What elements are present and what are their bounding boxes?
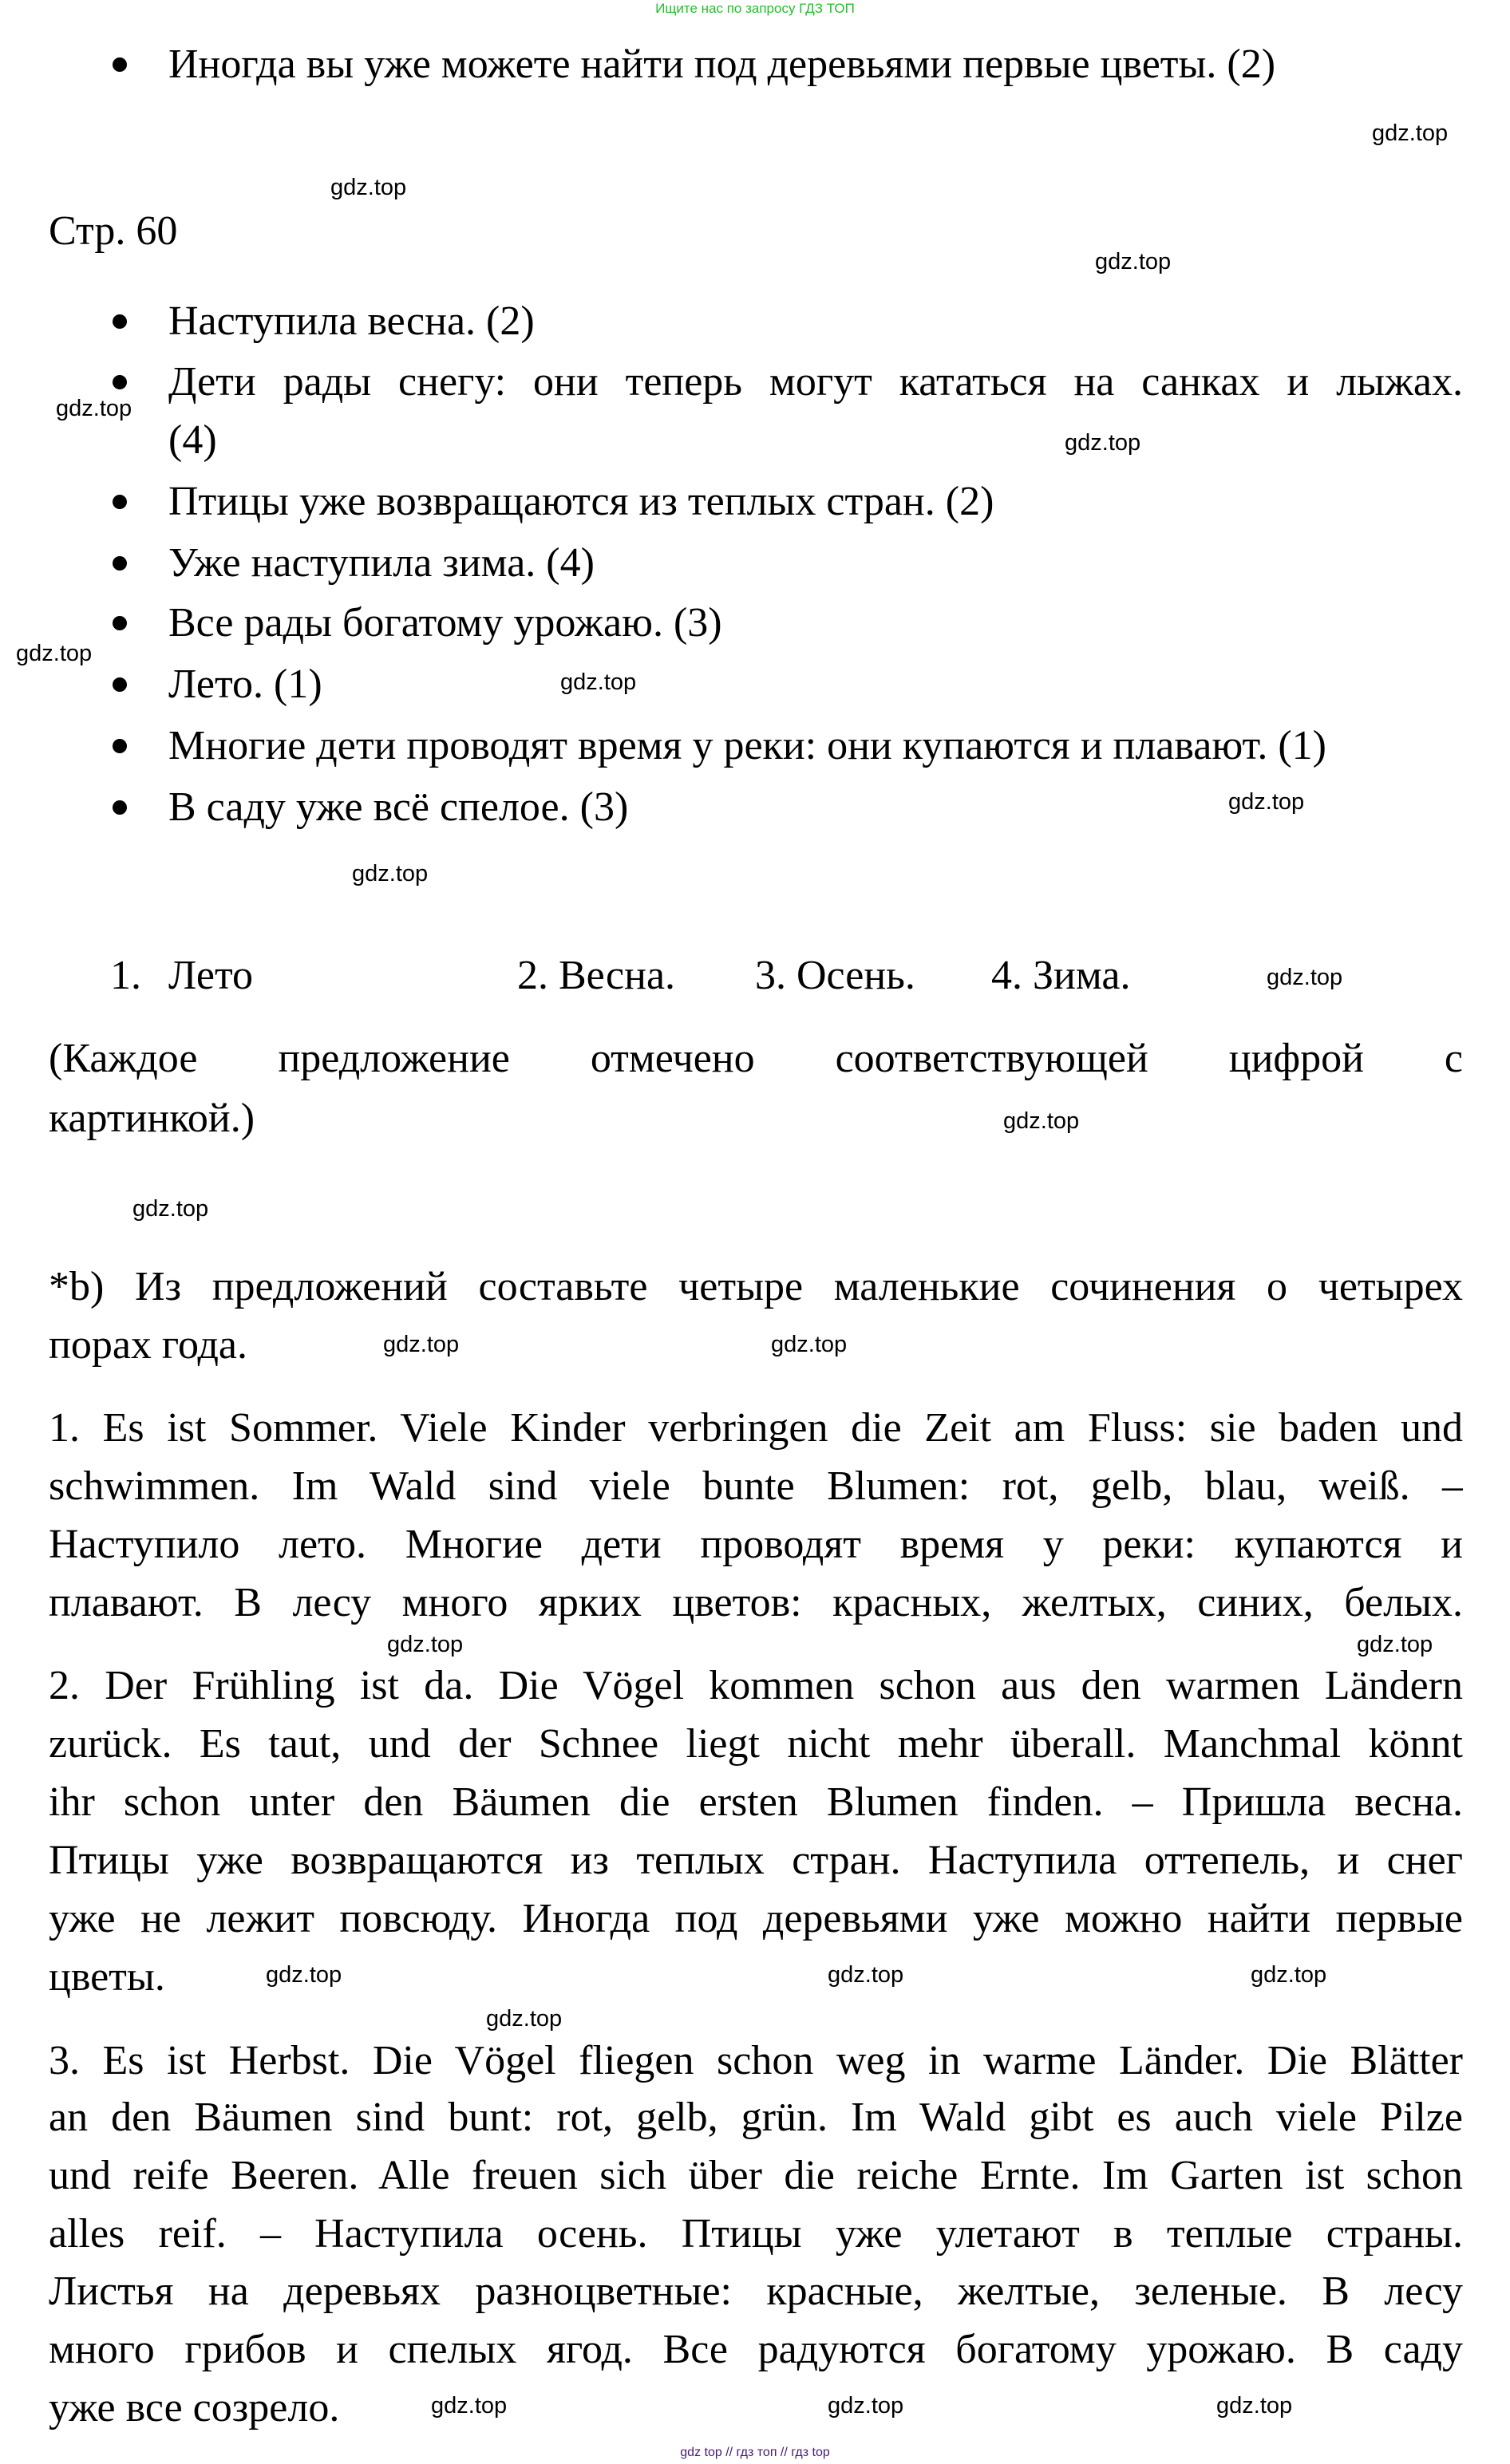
para3-line: 3. Es ist Herbst. Die Vögel fliegen schon weg in warme Länder. Die Blätter — [49, 2038, 1463, 2083]
para1-line: 1. Es ist Sommer. Viele Kinder verbringen die Zeit am Fluss: sie baden und — [49, 1405, 1463, 1451]
bullet-icon — [113, 375, 127, 389]
para2-line: 2. Der Frühling ist da. Die Vögel kommen schon aus den warmen Ländern — [49, 1663, 1463, 1708]
bullet-text: Все рады богатому урожаю. (3) — [168, 600, 722, 646]
para3-line: alles reif. – Наступила осень. Птицы уже улетают в теплые страны. — [49, 2211, 1463, 2257]
watermark: gdz.top — [431, 2393, 508, 2419]
watermark: gdz.top — [560, 669, 637, 695]
para3-line: много грибов и спелых ягод. Все радуются богатому урожаю. В саду — [49, 2327, 1463, 2372]
watermark: gdz.top — [387, 1632, 464, 1657]
para3-line: und reife Beeren. Alle freuen sich über die reiche Ernte. Im Garten ist schon — [49, 2153, 1463, 2198]
watermark: gdz.top — [1228, 789, 1305, 815]
watermark: gdz.top — [1251, 1962, 1327, 1988]
bullet-icon — [113, 314, 127, 329]
season-summer: Лето — [168, 953, 254, 998]
watermark: gdz.top — [132, 1196, 209, 1222]
footer-links[interactable]: gdz top // гдз топ // гдз top — [680, 2446, 830, 2459]
para2-line: zurück. Es taut, und der Schnee liegt nicht mehr überall. Manchmal könnt — [49, 1721, 1463, 1767]
watermark: gdz.top — [56, 396, 132, 421]
season-number-1: 1. — [110, 953, 141, 998]
para1-line: Наступило лето. Многие дети проводят время у реки: купаются и — [49, 1522, 1463, 1567]
watermark: gdz.top — [1003, 1108, 1080, 1134]
bullet-text: Птицы уже возвращаются из теплых стран. (2) — [168, 479, 994, 524]
page-label: Стр. 60 — [49, 208, 178, 254]
note-line: картинкой.) — [49, 1096, 255, 1141]
para2-line: уже не лежит повсюду. Иногда под деревьями уже можно найти первые — [49, 1896, 1463, 1941]
bullet-icon — [113, 495, 127, 509]
watermark: gdz.top — [1372, 120, 1449, 146]
note-line: (Каждое предложение отмечено соответствующей цифрой с — [49, 1036, 1463, 1081]
para3-line: an den Bäumen sind bunt: rot, gelb, grün. Im Wald gibt es auch viele Pilze — [49, 2095, 1463, 2140]
para2-line: цветы. — [49, 1954, 165, 2000]
bullet-icon — [113, 739, 127, 753]
bullet-text: Иногда вы уже можете найти под деревьями первые цветы. (2) — [168, 41, 1276, 87]
watermark: gdz.top — [828, 1962, 904, 1988]
bullet-icon — [113, 57, 127, 72]
bullet-icon — [113, 800, 127, 815]
bullet-text: Дети рады снегу: они теперь могут кататься на санках и лыжах. — [168, 359, 1463, 405]
watermark: gdz.top — [1267, 965, 1343, 990]
watermark: gdz.top — [1065, 430, 1141, 456]
header-banner[interactable]: Ищите нас по запросу ГДЗ ТОП — [655, 1, 855, 16]
watermark: gdz.top — [16, 641, 93, 666]
watermark: gdz.top — [266, 1962, 342, 1988]
watermark: gdz.top — [352, 861, 429, 886]
task-line: порах года. — [49, 1322, 247, 1368]
watermark: gdz.top — [1095, 249, 1172, 274]
watermark: gdz.top — [771, 1332, 848, 1357]
watermark: gdz.top — [1216, 2393, 1293, 2419]
bullet-text-continued: (4) — [168, 417, 217, 463]
para1-line: schwimmen. Im Wald sind viele bunte Blumen: rot, gelb, blau, weiß. – — [49, 1463, 1463, 1509]
para3-line: уже все созрело. — [49, 2385, 340, 2430]
bullet-icon — [113, 616, 127, 630]
watermark: gdz.top — [486, 2006, 563, 2032]
bullet-text: Уже наступила зима. (4) — [168, 540, 595, 586]
bullet-text: Многие дети проводят время у реки: они купаются и плавают. (1) — [168, 723, 1326, 768]
watermark: gdz.top — [330, 175, 407, 200]
bullet-text: Лето. (1) — [168, 661, 322, 707]
bullet-text: В саду уже всё спелое. (3) — [168, 784, 629, 830]
bullet-icon — [113, 556, 127, 571]
season-spring: 2. Весна. — [517, 953, 676, 998]
para2-line: ihr schon unter den Bäumen die ersten Blumen finden. – Пришла весна. — [49, 1779, 1463, 1825]
season-autumn: 3. Осень. — [755, 953, 915, 998]
bullet-text: Наступила весна. (2) — [168, 298, 535, 344]
bullet-icon — [113, 677, 127, 692]
para3-line: Листья на деревьях разноцветные: красные, желтые, зеленые. В лесу — [49, 2269, 1463, 2314]
season-winter: 4. Зима. — [991, 953, 1131, 998]
watermark: gdz.top — [828, 2393, 904, 2419]
para1-line: плавают. В лесу много ярких цветов: красных, желтых, синих, белых. — [49, 1580, 1463, 1625]
watermark: gdz.top — [1357, 1632, 1433, 1657]
watermark: gdz.top — [383, 1332, 460, 1357]
task-line: *b) Из предложений составьте четыре маленькие сочинения о четырех — [49, 1264, 1463, 1309]
para2-line: Птицы уже возвращаются из теплых стран. Наступила оттепель, и снег — [49, 1838, 1463, 1883]
